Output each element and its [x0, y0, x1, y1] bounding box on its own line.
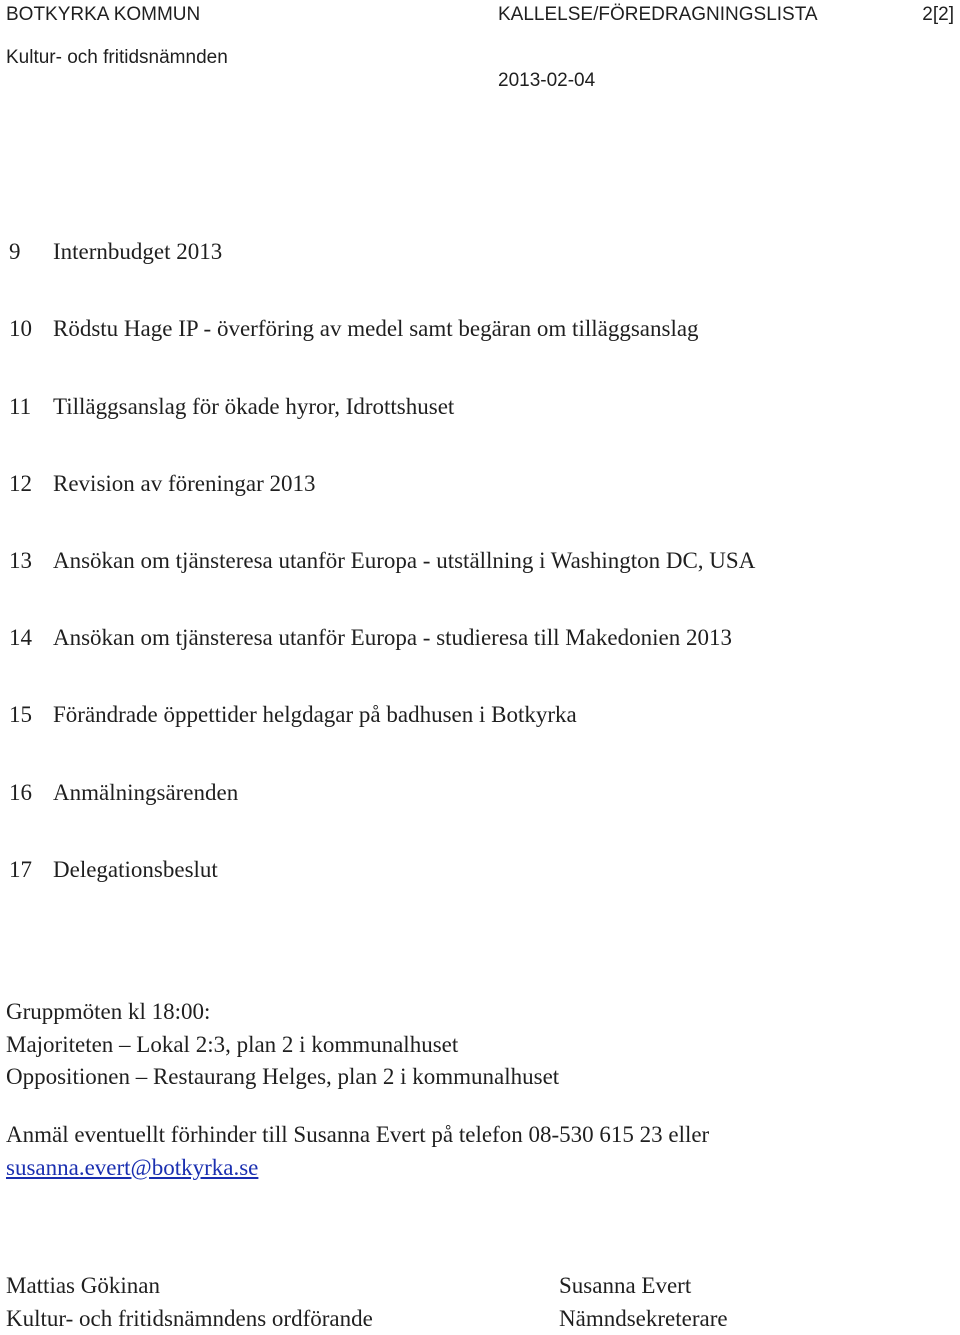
- signature-role: Nämndsekreterare: [559, 1303, 728, 1335]
- agenda-item-number: 14: [9, 622, 32, 654]
- agenda-item-number: 17: [9, 854, 32, 886]
- page-number: 2[2]: [922, 4, 954, 26]
- agenda-item-number: 12: [9, 468, 32, 500]
- agenda-item-number: 9: [9, 236, 21, 268]
- agenda-item-title: Tilläggsanslag för ökade hyror, Idrottshuset: [53, 391, 454, 423]
- agenda-item-title: Ansökan om tjänsteresa utanför Europa - utställning i Washington DC, USA: [53, 545, 755, 577]
- group-meetings-heading: Gruppmöten kl 18:00:: [6, 996, 559, 1029]
- email-link[interactable]: susanna.evert@botkyrka.se: [6, 1155, 258, 1180]
- agenda-item-number: 16: [9, 777, 32, 809]
- agenda-item-number: 15: [9, 699, 32, 731]
- agenda-item-title: Ansökan om tjänsteresa utanför Europa - studieresa till Makedonien 2013: [53, 622, 732, 654]
- document-date: 2013-02-04: [498, 70, 595, 92]
- agenda-item-title: Anmälningsärenden: [53, 777, 238, 809]
- agenda-item-title: Delegationsbeslut: [53, 854, 218, 886]
- agenda-item-title: Internbudget 2013: [53, 236, 222, 268]
- signature-role: Kultur- och fritidsnämndens ordförande: [6, 1303, 373, 1335]
- agenda-item-number: 11: [9, 391, 31, 423]
- signature-name: Susanna Evert: [559, 1270, 728, 1303]
- opposition-meeting: Oppositionen – Restaurang Helges, plan 2 i kommunalhuset: [6, 1061, 559, 1094]
- agenda-item-title: Revision av föreningar 2013: [53, 468, 316, 500]
- committee-name: Kultur- och fritidsnämnden: [6, 47, 228, 69]
- signature-name: Mattias Gökinan: [6, 1270, 373, 1303]
- agenda-item-number: 10: [9, 313, 32, 345]
- agenda-item-number: 13: [9, 545, 32, 577]
- group-meetings: [6, 996, 559, 1094]
- absence-notice: [6, 1119, 709, 1184]
- agenda-item-title: Rödstu Hage IP - överföring av medel samt begäran om tilläggsanslag: [53, 313, 699, 345]
- signature-chair: [6, 1270, 373, 1335]
- absence-notice-text: Anmäl eventuellt förhinder till Susanna Evert på telefon 08-530 615 23 eller: [6, 1119, 709, 1152]
- organization-name: BOTKYRKA KOMMUN: [6, 4, 200, 26]
- agenda-item-title: Förändrade öppettider helgdagar på badhusen i Botkyrka: [53, 699, 577, 731]
- document-type: KALLELSE/FÖREDRAGNINGSLISTA: [498, 4, 818, 26]
- majority-meeting: Majoriteten – Lokal 2:3, plan 2 i kommunalhuset: [6, 1029, 559, 1062]
- signature-secretary: [559, 1270, 728, 1335]
